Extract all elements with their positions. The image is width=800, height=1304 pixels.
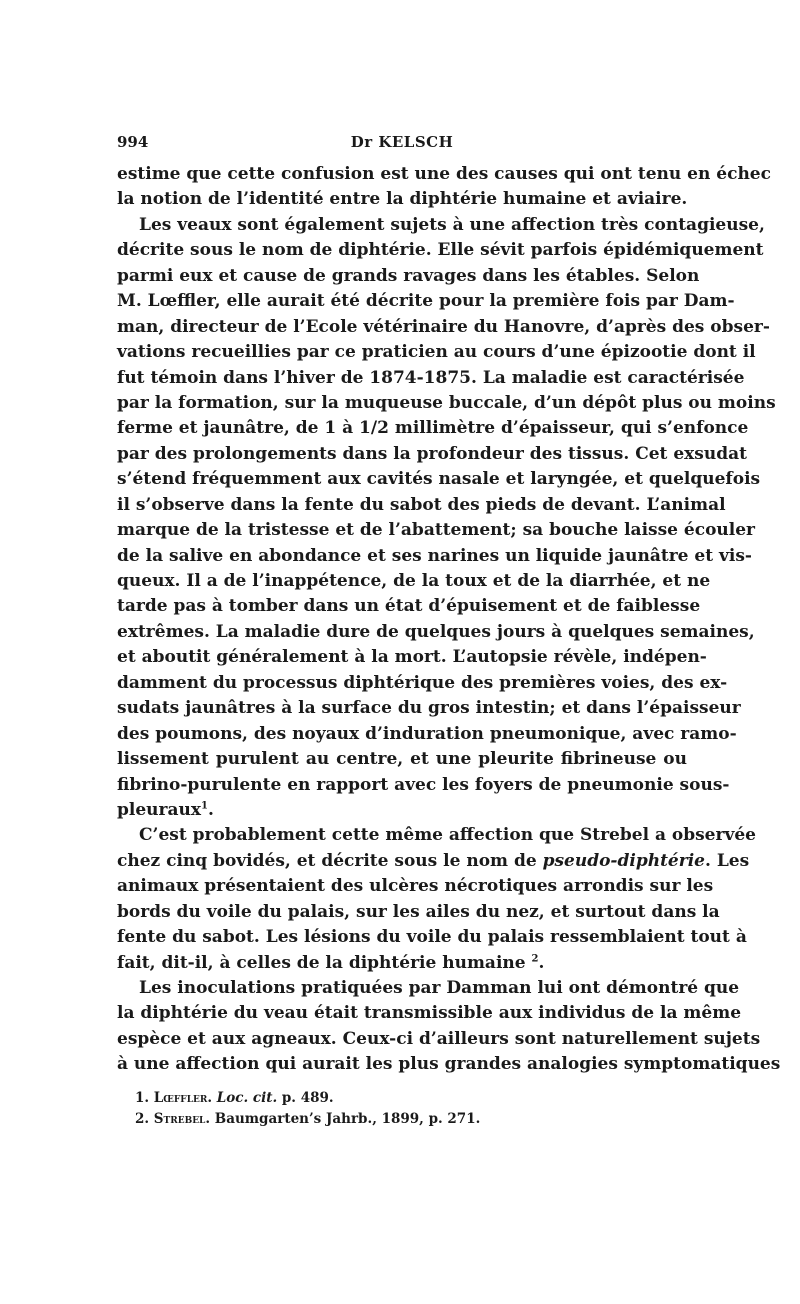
text-line: ferme et jaunâtre, de 1 à 1/2 millimètre d’épaisseur, qui s’enfonce	[117, 418, 749, 439]
footnote-number: 2.	[135, 1111, 150, 1127]
text-line: man, directeur de l’Ecole vétérinaire du Hanovre, d’après des obser-	[117, 316, 770, 337]
text-line: lissement purulent au centre, et une pleurite fibrineuse ou	[117, 749, 687, 770]
text-line: extrêmes. La maladie dure de quelques jours à quelques semaines,	[117, 621, 755, 642]
text-line: tarde pas à tomber dans un état d’épuisement et de faiblesse	[117, 596, 701, 617]
footnote-ref[interactable]: 1	[201, 800, 208, 812]
text-line: espèce et aux agneaux. Ceux-ci d’ailleurs sont naturellement sujets	[117, 1028, 761, 1049]
running-title: Dr KELSCH	[350, 133, 454, 151]
text-line: de la salive en abondance et ses narines un liquide jaunâtre et vis-	[117, 545, 752, 566]
text-line: il s’observe dans la fente du sabot des pieds de devant. L’animal	[117, 494, 726, 515]
text-line: à une affection qui aurait les plus grandes analogies symptomatiques	[117, 1054, 781, 1075]
text-line: par des prolongements dans la profondeur des tissus. Cet exsudat	[117, 443, 747, 464]
footnotes	[135, 1088, 685, 1130]
line-tail: . Les	[704, 850, 750, 871]
footnote: 1. Lœffler. Loc. cit. p. 489.	[135, 1090, 334, 1106]
text-line: bords du voile du palais, sur les ailes du nez, et surtout dans la	[117, 901, 720, 922]
text-line: décrite sous le nom de diphtérie. Elle sévit parfois épidémiquement	[117, 240, 764, 261]
text-line	[117, 798, 687, 823]
text-line: marque de la tristesse et de l’abattement; sa bouche laisse écouler	[117, 520, 756, 541]
text-line: estime que cette confusion est une des causes qui ont tenu en échec	[117, 164, 771, 184]
footnote-citation: Loc. cit.	[216, 1090, 278, 1106]
body-text	[117, 162, 781, 1078]
footnote-rest: p. 489.	[277, 1090, 334, 1106]
text-line: C’est probablement cette même affection que Strebel a observée	[139, 825, 756, 846]
footnote-number: 1.	[135, 1090, 150, 1106]
page-number: 994	[117, 133, 149, 151]
text-line: et aboutit généralement à la mort. L’autopsie révèle, indépen-	[117, 647, 707, 668]
text-line: des poumons, des noyaux d’induration pneumonique, avec ramo-	[117, 723, 737, 744]
text-line: fut témoin dans l’hiver de 1874-1875. La maladie est caractérisée	[117, 367, 745, 388]
text-line: Les veaux sont également sujets à une affection très contagieuse,	[139, 214, 765, 235]
line-text: pleuraux	[117, 799, 201, 820]
line-text: fait, dit-il, à celles de la diphtérie humaine	[117, 952, 526, 973]
line-tail: .	[538, 952, 545, 973]
text-line	[117, 849, 750, 874]
text-line: la notion de l’identité entre la diphtérie humaine et aviaire.	[117, 189, 688, 210]
text-line: M. Lœffler, elle aurait été décrite pour la première fois par Dam-	[117, 291, 735, 312]
text-line: animaux présentaient des ulcères nécrotiques arrondis sur les	[117, 876, 714, 897]
text-line: fibrino-purulente en rapport avec les foyers de pneumonie sous-	[117, 774, 730, 795]
text-line: Les inoculations pratiquées par Damman lui ont démontré que	[139, 978, 740, 998]
footnote-author: Strebel	[153, 1111, 206, 1127]
text-line: la diphtérie du veau était transmissible aux individus de la même	[117, 1003, 742, 1024]
text-line: damment du processus diphtérique des premières voies, des ex-	[117, 672, 728, 693]
text-line: vations recueillies par ce praticien au cours d’une épizootie dont il	[117, 342, 756, 363]
text-line: par la formation, sur la muqueuse buccale, d’un dépôt plus ou moins	[117, 392, 776, 413]
text-line: queux. Il a de l’inappétence, de la toux et de la diarrhée, et ne	[117, 571, 711, 591]
text-line: fente du sabot. Les lésions du voile du palais ressemblaient tout à	[117, 927, 747, 948]
running-header	[117, 133, 687, 157]
text-line: sudats jaunâtres à la surface du gros intestin; et dans l’épaisseur	[117, 698, 741, 719]
footnote	[135, 1109, 685, 1130]
line-tail: .	[207, 799, 214, 820]
footnote-author: Lœffler	[153, 1090, 208, 1106]
text-line: parmi eux et cause de grands ravages dans les étables. Selon	[117, 265, 700, 286]
italic-term: pseudo-diphtérie	[542, 850, 705, 871]
footnote-ref[interactable]: 2	[531, 952, 539, 964]
text-line: s’étend fréquemment aux cavités nasale et laryngée, et quelquefois	[117, 469, 761, 490]
line-text: chez cinq bovidés, et décrite sous le nom de	[117, 850, 537, 871]
footnote-rest: . Baumgarten’s Jahrb., 1899, p. 271.	[205, 1111, 481, 1127]
text-line	[117, 951, 687, 976]
